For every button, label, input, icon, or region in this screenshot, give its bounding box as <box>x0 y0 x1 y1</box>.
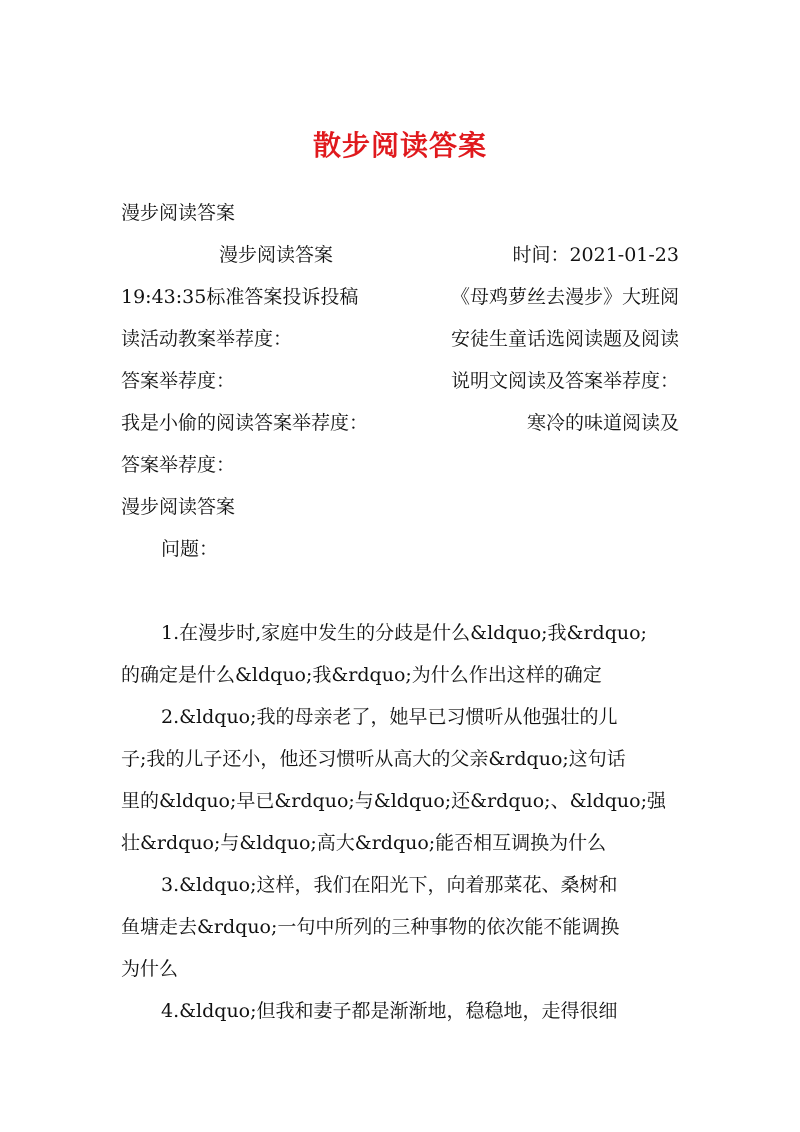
recommend-link-5[interactable]: 寒冷的味道阅读及 <box>526 412 679 434</box>
meta-actions[interactable]: 标准答案投诉投稿 <box>206 286 359 308</box>
questions-label: 问题： <box>161 538 219 560</box>
recommend-link-4[interactable]: 我是小偷的阅读答案举荐度： <box>121 412 369 434</box>
recommend-link-3[interactable]: 说明文阅读及答案举荐度： <box>450 370 679 392</box>
meta-line-3 <box>121 318 679 360</box>
document-body <box>121 192 679 1032</box>
question-3-line-3: 为什么 <box>121 958 179 980</box>
meta-time-rest: 19:43:35 <box>121 286 207 308</box>
question-2-line-3: 里的&ldquo;早已&rdquo;与&ldquo;还&rdquo;、&ldquo;强 <box>121 790 666 812</box>
meta-line-4 <box>121 360 679 402</box>
question-4-line-1: 4.&ldquo;但我和妻子都是渐渐地，稳稳地，走得很细 <box>161 1000 618 1022</box>
question-2-line-1: 2.&ldquo;我的母亲老了，她早已习惯听从他强壮的儿 <box>161 706 618 728</box>
meta-line-1 <box>121 234 679 276</box>
blank-line <box>121 570 679 612</box>
document-title: 散步阅读答案 <box>312 129 487 162</box>
meta-time: 时间：2021-01-23 <box>512 244 679 266</box>
question-1-line-2: 的确定是什么&ldquo;我&rdquo;为什么作出这样的确定 <box>121 664 602 686</box>
recommend-link-1[interactable]: 《母鸡萝丝去漫步》大班阅 <box>450 286 679 308</box>
question-2-line-2: 子;我的儿子还小，他还习惯听从高大的父亲&rdquo;这句话 <box>121 748 626 770</box>
section-heading-2: 漫步阅读答案 <box>121 496 236 518</box>
meta-line-5 <box>121 402 679 444</box>
question-3-line-2: 鱼塘走去&rdquo;一句中所列的三种事物的依次能不能调换 <box>121 916 620 938</box>
section-heading: 漫步阅读答案 <box>121 202 236 224</box>
question-3-line-1: 3.&ldquo;这样，我们在阳光下，向着那菜花、桑树和 <box>161 874 618 896</box>
recommend-link-1-end[interactable]: 读活动教案举荐度： <box>121 328 293 350</box>
recommend-link-2-end[interactable]: 答案举荐度： <box>121 370 236 392</box>
recommend-link-5-end[interactable]: 答案举荐度： <box>121 454 236 476</box>
question-2-line-4: 壮&rdquo;与&ldquo;高大&rdquo;能否相互调换为什么 <box>121 832 607 854</box>
meta-line-6 <box>121 444 679 486</box>
meta-line-2 <box>121 276 679 318</box>
meta-time-rest-group <box>121 276 358 318</box>
meta-name: 漫步阅读答案 <box>219 244 334 266</box>
recommend-link-2[interactable]: 安徒生童话选阅读题及阅读 <box>450 328 679 350</box>
question-1-line-1: 1.在漫步时,家庭中发生的分歧是什么&ldquo;我&rdquo; <box>161 622 647 644</box>
